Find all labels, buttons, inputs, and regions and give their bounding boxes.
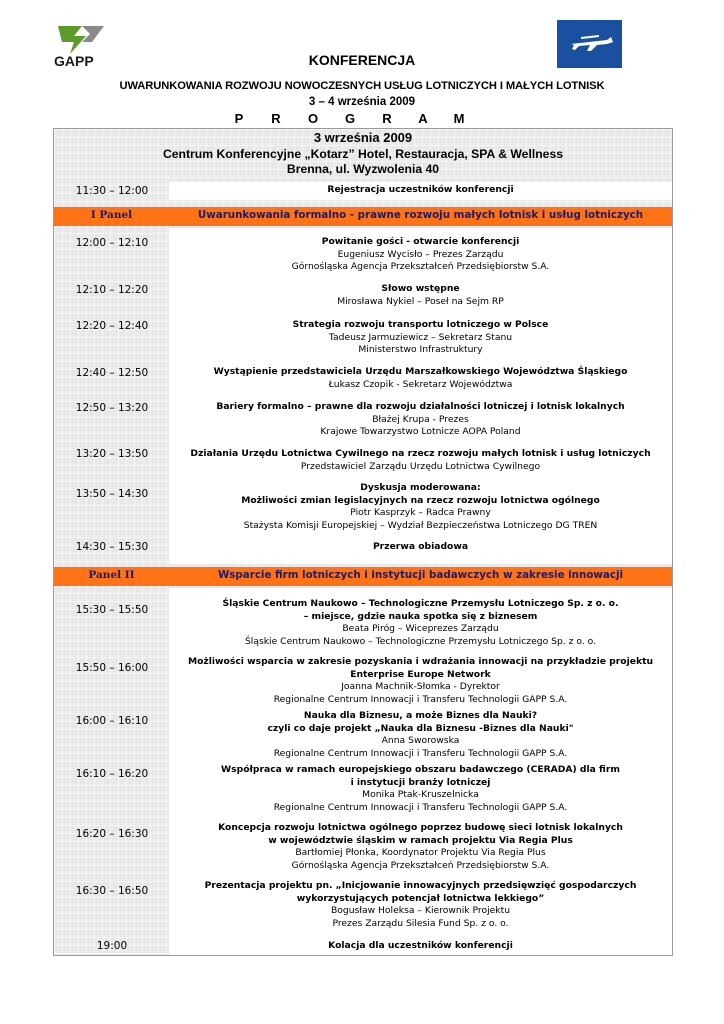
panel1-title: Uwarunkowania formalno - prawne rozwoju małych lotnisk i usług lotniczych — [197, 209, 644, 221]
agenda-time: 14:30 – 15:30 — [75, 541, 149, 553]
day-address: Brenna, ul. Wyzwolenia 40 — [286, 162, 440, 176]
agenda-title: Słowo wstępne — [381, 283, 460, 294]
agenda-item — [169, 880, 672, 930]
agenda-line: Regionalne Centrum Innowacji i Transferu Technologii GAPP S.A. — [273, 801, 568, 813]
agenda-time: 16:20 – 16:30 — [75, 828, 149, 840]
agenda-item — [169, 236, 672, 274]
agenda-title: Wystąpienie przedstawiciela Urzędu Marszałkowskiego Województwa Śląskiego — [213, 366, 628, 377]
agenda-time: 12:10 – 12:20 — [75, 284, 149, 296]
agenda-line: Joanna Machnik-Słomka - Dyrektor — [341, 681, 500, 692]
agenda-line: Tadeusz Jarmuziewicz – Sekretarz Stanu — [328, 331, 513, 343]
dinner-entry — [169, 940, 672, 953]
agenda-line: Śląskie Centrum Naukowo – Technologiczne Przemysłu Lotniczego Sp. z o. o. — [244, 635, 597, 647]
agenda-item — [169, 366, 672, 391]
agenda-line: Przedstawiciel Zarządu Urzędu Lotnictwa Cywilnego — [300, 460, 541, 472]
agenda-title: Współpraca w ramach europejskiego obszaru badawczego (CERADA) dla firm — [221, 764, 620, 775]
agenda-line: Ministerstwo Infrastruktury — [358, 344, 483, 355]
agenda-line: Bogusław Holeksa – Kierownik Projektu — [330, 905, 511, 916]
agenda-line: Mirosława Nykiel – Poseł na Sejm RP — [337, 295, 504, 307]
agenda-item — [169, 283, 672, 308]
conference-dates: 3 – 4 września 2009 — [308, 96, 416, 108]
agenda-item — [169, 448, 672, 473]
agenda-item — [169, 764, 672, 814]
program-letter: P — [234, 111, 244, 126]
panel2-title: Wsparcie firm lotniczych i instytucji badawczych w zakresie innowacji — [217, 569, 624, 581]
agenda-title: Śląskie Centrum Naukowo – Technologiczne Przemysłu Lotniczego Sp. z o. o. — [222, 598, 619, 609]
agenda-line: Prezes Zarządu Silesia Fund Sp. z o. o. — [332, 917, 509, 929]
agenda-title: Możliwości zmian legislacyjnych na rzecz rozwoju lotnictwa ogólnego — [241, 494, 600, 506]
agenda-title: Możliwości wsparcia w zakresie pozyskania i wdrażania innowacji na przykładzie projektu — [187, 656, 654, 667]
agenda-item — [169, 598, 672, 648]
agenda-title: Działania Urzędu Lotnictwa Cywilnego na rzecz rozwoju małych lotnisk i usług lotniczych — [190, 448, 651, 459]
agenda-title: czyli co daje projekt „Nauka dla Biznesu -Biznes dla Nauki" — [267, 722, 574, 734]
agenda-time: 15:30 – 15:50 — [75, 604, 149, 616]
dinner-time: 19:00 — [96, 940, 128, 952]
agenda-line: Regionalne Centrum Innowacji i Transferu Technologii GAPP S.A. — [273, 693, 568, 705]
registration-entry — [169, 184, 672, 197]
program-heading — [232, 111, 482, 129]
conference-subtitle: UWARUNKOWANIA ROZWOJU NOWOCZESNYCH USŁUG LOTNICZYCH I MAŁYCH LOTNISK — [119, 80, 605, 92]
panel1-label: I Panel — [90, 209, 133, 221]
agenda-line: Monika Ptak-Kruszelnicka — [362, 789, 479, 800]
agenda-title: Strategia rozwoju transportu lotniczego w Polsce — [292, 319, 549, 330]
agenda-time: 15:50 – 16:00 — [75, 662, 149, 674]
agenda-item — [169, 541, 672, 554]
agenda-title: Dyskusja moderowana: — [360, 482, 481, 493]
agenda-line: Beata Piróg – Wiceprezes Zarządu — [342, 623, 499, 634]
agenda-line: Łukasz Czopik - Sekretarz Województwa — [328, 378, 513, 390]
agenda-item — [169, 482, 672, 532]
agenda-line: Eugeniusz Wycisło – Prezes Zarządu — [337, 248, 504, 260]
agenda-line: Krajowe Towarzystwo Lotnicze AOPA Poland — [320, 426, 521, 437]
panel1-bar — [54, 207, 672, 226]
program-letter: R — [382, 111, 392, 126]
day-date: 3 września 2009 — [313, 130, 413, 145]
agenda-title: Enterprise Europe Network — [350, 668, 491, 680]
agenda-item — [169, 822, 672, 872]
agenda-line: Stażysta Komisji Europejskiej – Wydział Bezpieczeństwa Lotniczego DG TREN — [243, 519, 598, 531]
agenda-line: Anna Sworowska — [381, 735, 460, 746]
agenda-title: w województwie śląskim w ramach projektu Via Regia Plus — [268, 834, 573, 846]
day-venue: Centrum Konferencyjne „Kotarz” Hotel, Restauracja, SPA & Wellness — [162, 147, 564, 161]
program-letter: A — [418, 111, 428, 126]
agenda-time: 16:10 – 16:20 — [75, 768, 149, 780]
registration-time: 11:30 – 12:00 — [75, 185, 149, 197]
agenda-time: 12:00 – 12:10 — [75, 237, 149, 249]
program-letter: G — [344, 111, 356, 126]
program-letter: M — [453, 111, 465, 126]
agenda-line: Górnośląska Agencja Przekształceń Przedsiębiorstw S.A. — [291, 261, 550, 272]
gapp-logo-text: GAPP — [54, 53, 94, 69]
agenda-title: Koncepcja rozwoju lotnictwa ogólnego poprzez budowę sieci lotnisk lokalnych — [218, 822, 623, 833]
agenda-time: 12:40 – 12:50 — [75, 367, 149, 379]
agenda-title: i instytucji branży lotniczej — [350, 776, 491, 788]
agenda-title: Powitanie gości - otwarcie konferencji — [321, 236, 520, 247]
agenda-item — [169, 319, 672, 357]
program-letter: R — [271, 111, 281, 126]
agenda-line: Górnośląska Agencja Przekształceń Przedsiębiorstw S.A. — [291, 859, 550, 871]
agenda-title: – miejsce, gdzie nauka spotka się z biznesem — [303, 610, 538, 622]
conference-title: KONFERENCJA — [308, 52, 416, 68]
agenda-item — [169, 710, 672, 760]
panel2-label: Panel II — [88, 569, 135, 581]
agenda-title: Prezentacja projektu pn. „Inicjowanie innowacyjnych przedsięwzięć gospodarczych — [204, 880, 637, 891]
registration-title: Rejestracja uczestników konferencji — [327, 184, 514, 195]
agenda-title: Przerwa obiadowa — [372, 541, 469, 552]
panel2-bar — [54, 567, 672, 586]
agenda-line: Piotr Kasprzyk – Radca Prawny — [350, 507, 491, 518]
dinner-title: Kolacja dla uczestników konferencji — [328, 940, 513, 951]
agenda-title: Bariery formalno – prawne dla rozwoju działalności lotniczej i lotnisk lokalnych — [216, 401, 625, 412]
agenda-time: 16:00 – 16:10 — [75, 715, 149, 727]
agenda-title: wykorzystujących potencjał lotnictwa lekkiego” — [296, 892, 545, 904]
agenda-title: Nauka dla Biznesu, a może Biznes dla Nauki? — [303, 710, 538, 721]
agenda-line: Regionalne Centrum Innowacji i Transferu Technologii GAPP S.A. — [273, 747, 568, 759]
agenda-item — [169, 401, 672, 439]
program-letter: O — [307, 111, 319, 126]
agenda-time: 13:50 – 14:30 — [75, 488, 149, 500]
agenda-time: 13:20 – 13:50 — [75, 448, 149, 460]
agenda-time: 16:30 – 16:50 — [75, 885, 149, 897]
agenda-time: 12:20 – 12:40 — [75, 320, 149, 332]
agenda-time: 12:50 – 13:20 — [75, 402, 149, 414]
agenda-line: Błażej Krupa - Prezes — [372, 413, 469, 425]
agenda-line: Bartłomiej Płonka, Koordynator Projektu Via Regia Plus — [295, 847, 546, 858]
agenda-item — [169, 656, 672, 706]
